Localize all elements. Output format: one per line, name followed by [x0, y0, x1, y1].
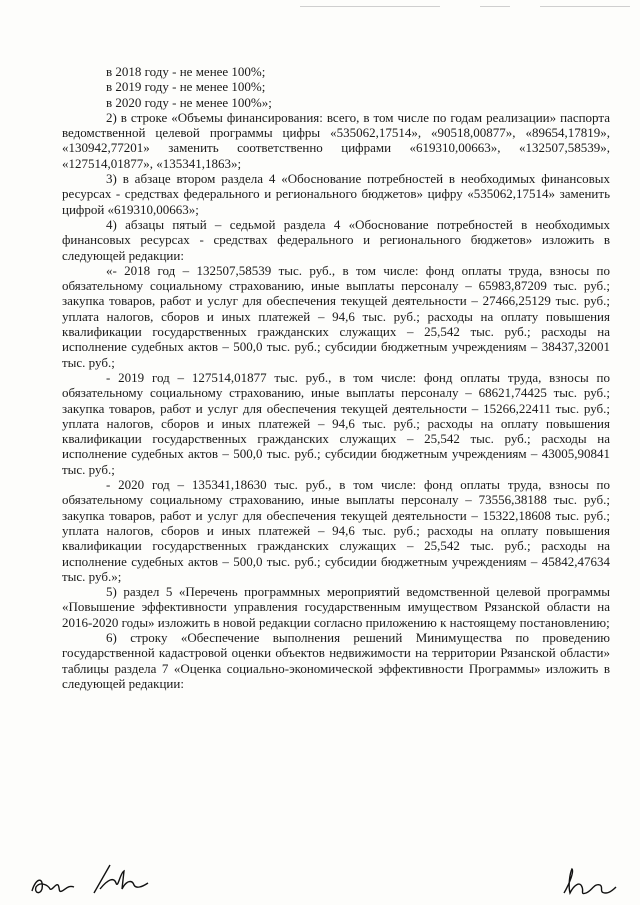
paragraph-item-3: 3) в абзаце втором раздела 4 «Обоснование потребностей в необходимых финансовых ресурсах - средствах федерального и регионального бюджетов» цифру «535062,17514» заменить цифрой «619310,00663»;: [62, 171, 610, 217]
initials-signature-1: [28, 869, 88, 899]
paragraph-item-6: 6) строку «Обеспечение выполнения решений Минимущества по проведению государственной кадастровой оценки объектов недвижимости на территории Рязанской области» таблицы раздела 7 «Оценка социально-экономической эффективности Программы» изложить в следующей редакции:: [62, 629, 610, 691]
paragraph-target-2020: в 2020 году - не менее 100%»;: [106, 94, 272, 110]
initials-signature-3: [560, 863, 620, 899]
scan-artifact-line: [540, 6, 630, 7]
paragraph-target-2019: в 2019 году - не менее 100%;: [106, 79, 266, 95]
document-body: [62, 64, 610, 691]
initials-signature-2: [88, 859, 158, 899]
scan-artifact-line: [300, 6, 440, 7]
paragraph-item-4: 4) абзацы пятый – седьмой раздела 4 «Обоснование потребностей в необходимых финансовых ресурсах - средствах федерального и регионального бюджетов» изложить в следующей редакции:: [62, 216, 610, 263]
paragraph-year-2019: - 2019 год – 127514,01877 тыс. руб., в том числе: фонд оплаты труда, взносы по обязательному социальному страхованию, иные выплаты персоналу – 68621,74425 тыс. руб.; закупка товаров, работ и услуг для обеспечения текущей деятельности – 15266,22411 тыс. руб.; уплата налогов, сборов и иных платежей – 94,6 тыс. руб.; расходы на оплату повышения квалификации государственных гражданских служащих – 25,542 тыс. руб.; расходы на исполнение судебных актов – 500,0 тыс. руб.; субсидии бюджетным учреждениям – 43005,90841 тыс. руб.;: [62, 369, 610, 477]
scan-artifact-line: [480, 6, 510, 7]
paragraph-item-2: 2) в строке «Объемы финансирования: всего, в том числе по годам реализации» паспорта ведомственной целевой программы цифры «535062,17514», «90518,00877», «89654,17819», «130942,77201» заменить соответственно цифрами «619310,00663», «132507,58539», «127514,01877», «135341,1863»;: [62, 109, 610, 171]
paragraph-target-2018: в 2018 году - не менее 100%;: [106, 64, 266, 79]
paragraph-year-2018: «- 2018 год – 132507,58539 тыс. руб., в том числе: фонд оплаты труда, взносы по обязательному социальному страхованию, иные выплаты персоналу – 65983,87209 тыс. руб.; закупка товаров, работ и услуг для обеспечения текущей деятельности – 27466,25129 тыс. руб.; уплата налогов, сборов и иных платежей – 94,6 тыс. руб.; расходы на оплату повышения квалификации государственных гражданских служащих – 25,542 тыс. руб.; расходы на исполнение судебных актов – 500,0 тыс. руб.; субсидии бюджетным учреждениям – 38437,32001 тыс. руб.;: [62, 262, 610, 370]
paragraph-item-5: 5) раздел 5 «Перечень программных мероприятий ведомственной целевой программы «Повышение эффективности управления государственным имуществом Рязанской области на 2016-2020 годы» изложить в новой редакции согласно приложению к настоящему постановлению;: [62, 584, 610, 630]
paragraph-year-2020: - 2020 год – 135341,18630 тыс. руб., в том числе: фонд оплаты труда, взносы по обязательному социальному страхованию, иные выплаты персоналу – 73556,38188 тыс. руб.; закупка товаров, работ и услуг для обеспечения текущей деятельности – 15322,18608 тыс. руб.; уплата налогов, сборов и иных платежей – 94,6 тыс. руб.; расходы на оплату повышения квалификации государственных гражданских служащих – 25,542 тыс. руб.; расходы на исполнение судебных актов – 500,0 тыс. руб.; субсидии бюджетным учреждениям – 45842,47634 тыс. руб.»;: [62, 477, 610, 584]
